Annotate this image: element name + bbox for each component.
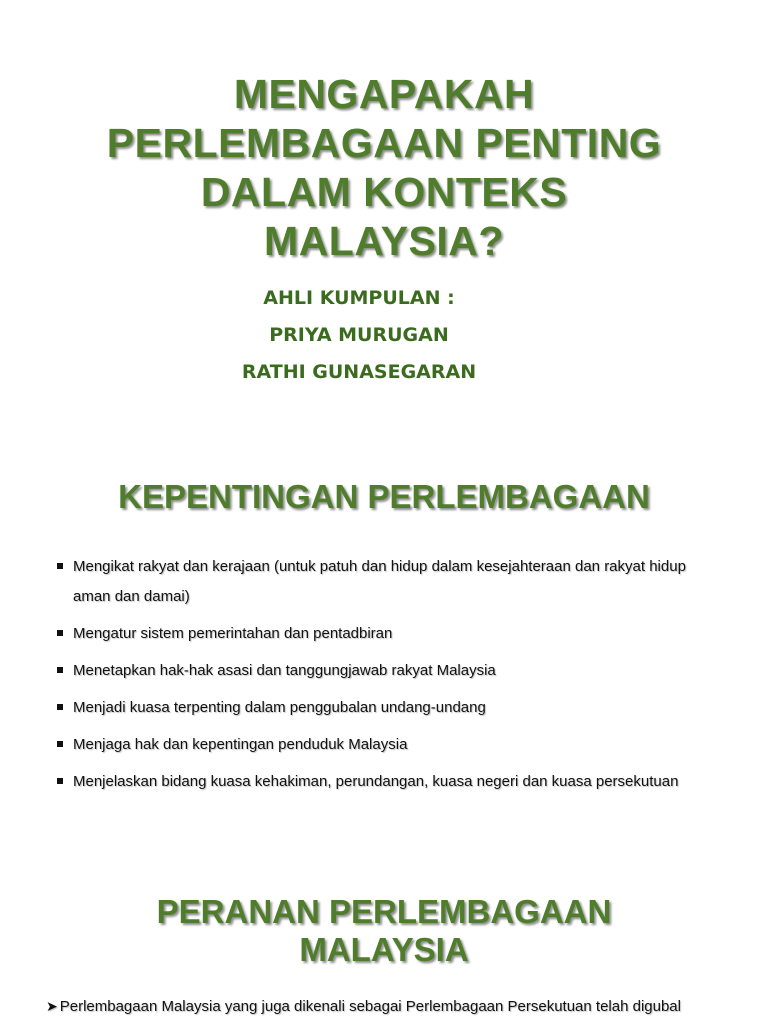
arrow-bullet-icon: ➤ <box>46 998 58 1014</box>
list-item-text: Menjelaskan bidang kuasa kehakiman, perundangan, kuasa negeri dan kuasa persekutuan <box>73 773 679 790</box>
title-line: MALAYSIA? <box>264 218 504 264</box>
title-line: PERLEMBAGAAN PENTING <box>106 120 662 166</box>
authors-heading: AHLI KUMPULAN : <box>263 287 455 309</box>
author-name: PRIYA MURUGAN <box>269 324 449 346</box>
square-bullet-icon <box>57 778 63 784</box>
peranan-text: Perlembagaan Malaysia yang juga dikenali sebagai Perlembagaan Persekutuan telah digubal <box>59 998 681 1015</box>
list-item <box>56 656 706 686</box>
title-line: DALAM KONTEKS <box>200 169 568 215</box>
peranan-paragraph <box>46 998 746 1015</box>
square-bullet-icon <box>57 630 63 636</box>
list-item <box>56 552 706 612</box>
list-item-text: Menetapkan hak-hak asasi dan tanggungjawab rakyat Malaysia <box>73 662 496 679</box>
list-item-text: Mengikat rakyat dan kerajaan (untuk patuh dan hidup dalam kesejahteraan dan rakyat hidup aman dan damai) <box>73 558 686 605</box>
kepentingan-list <box>56 552 706 804</box>
square-bullet-icon <box>57 563 63 569</box>
list-item <box>56 767 706 797</box>
authors-block <box>0 280 718 391</box>
author-name: RATHI GUNASEGARAN <box>241 361 477 383</box>
square-bullet-icon <box>57 704 63 710</box>
list-item <box>56 619 706 649</box>
list-item-text: Mengatur sistem pemerintahan dan pentadbiran <box>73 625 393 642</box>
square-bullet-icon <box>57 741 63 747</box>
section-title-line: MALAYSIA <box>299 931 469 968</box>
square-bullet-icon <box>57 667 63 673</box>
section-title-line: PERANAN PERLEMBAGAAN <box>156 893 612 930</box>
section-title-peranan <box>0 893 768 969</box>
list-item <box>56 730 706 760</box>
section-title-kepentingan: KEPENTINGAN PERLEMBAGAAN <box>118 478 650 515</box>
page-title <box>40 70 728 266</box>
list-item-text: Menjaga hak dan kepentingan penduduk Malaysia <box>73 736 408 753</box>
list-item-text: Menjadi kuasa terpenting dalam penggubalan undang-undang <box>73 699 486 716</box>
list-item <box>56 693 706 723</box>
title-line: MENGAPAKAH <box>233 71 535 117</box>
